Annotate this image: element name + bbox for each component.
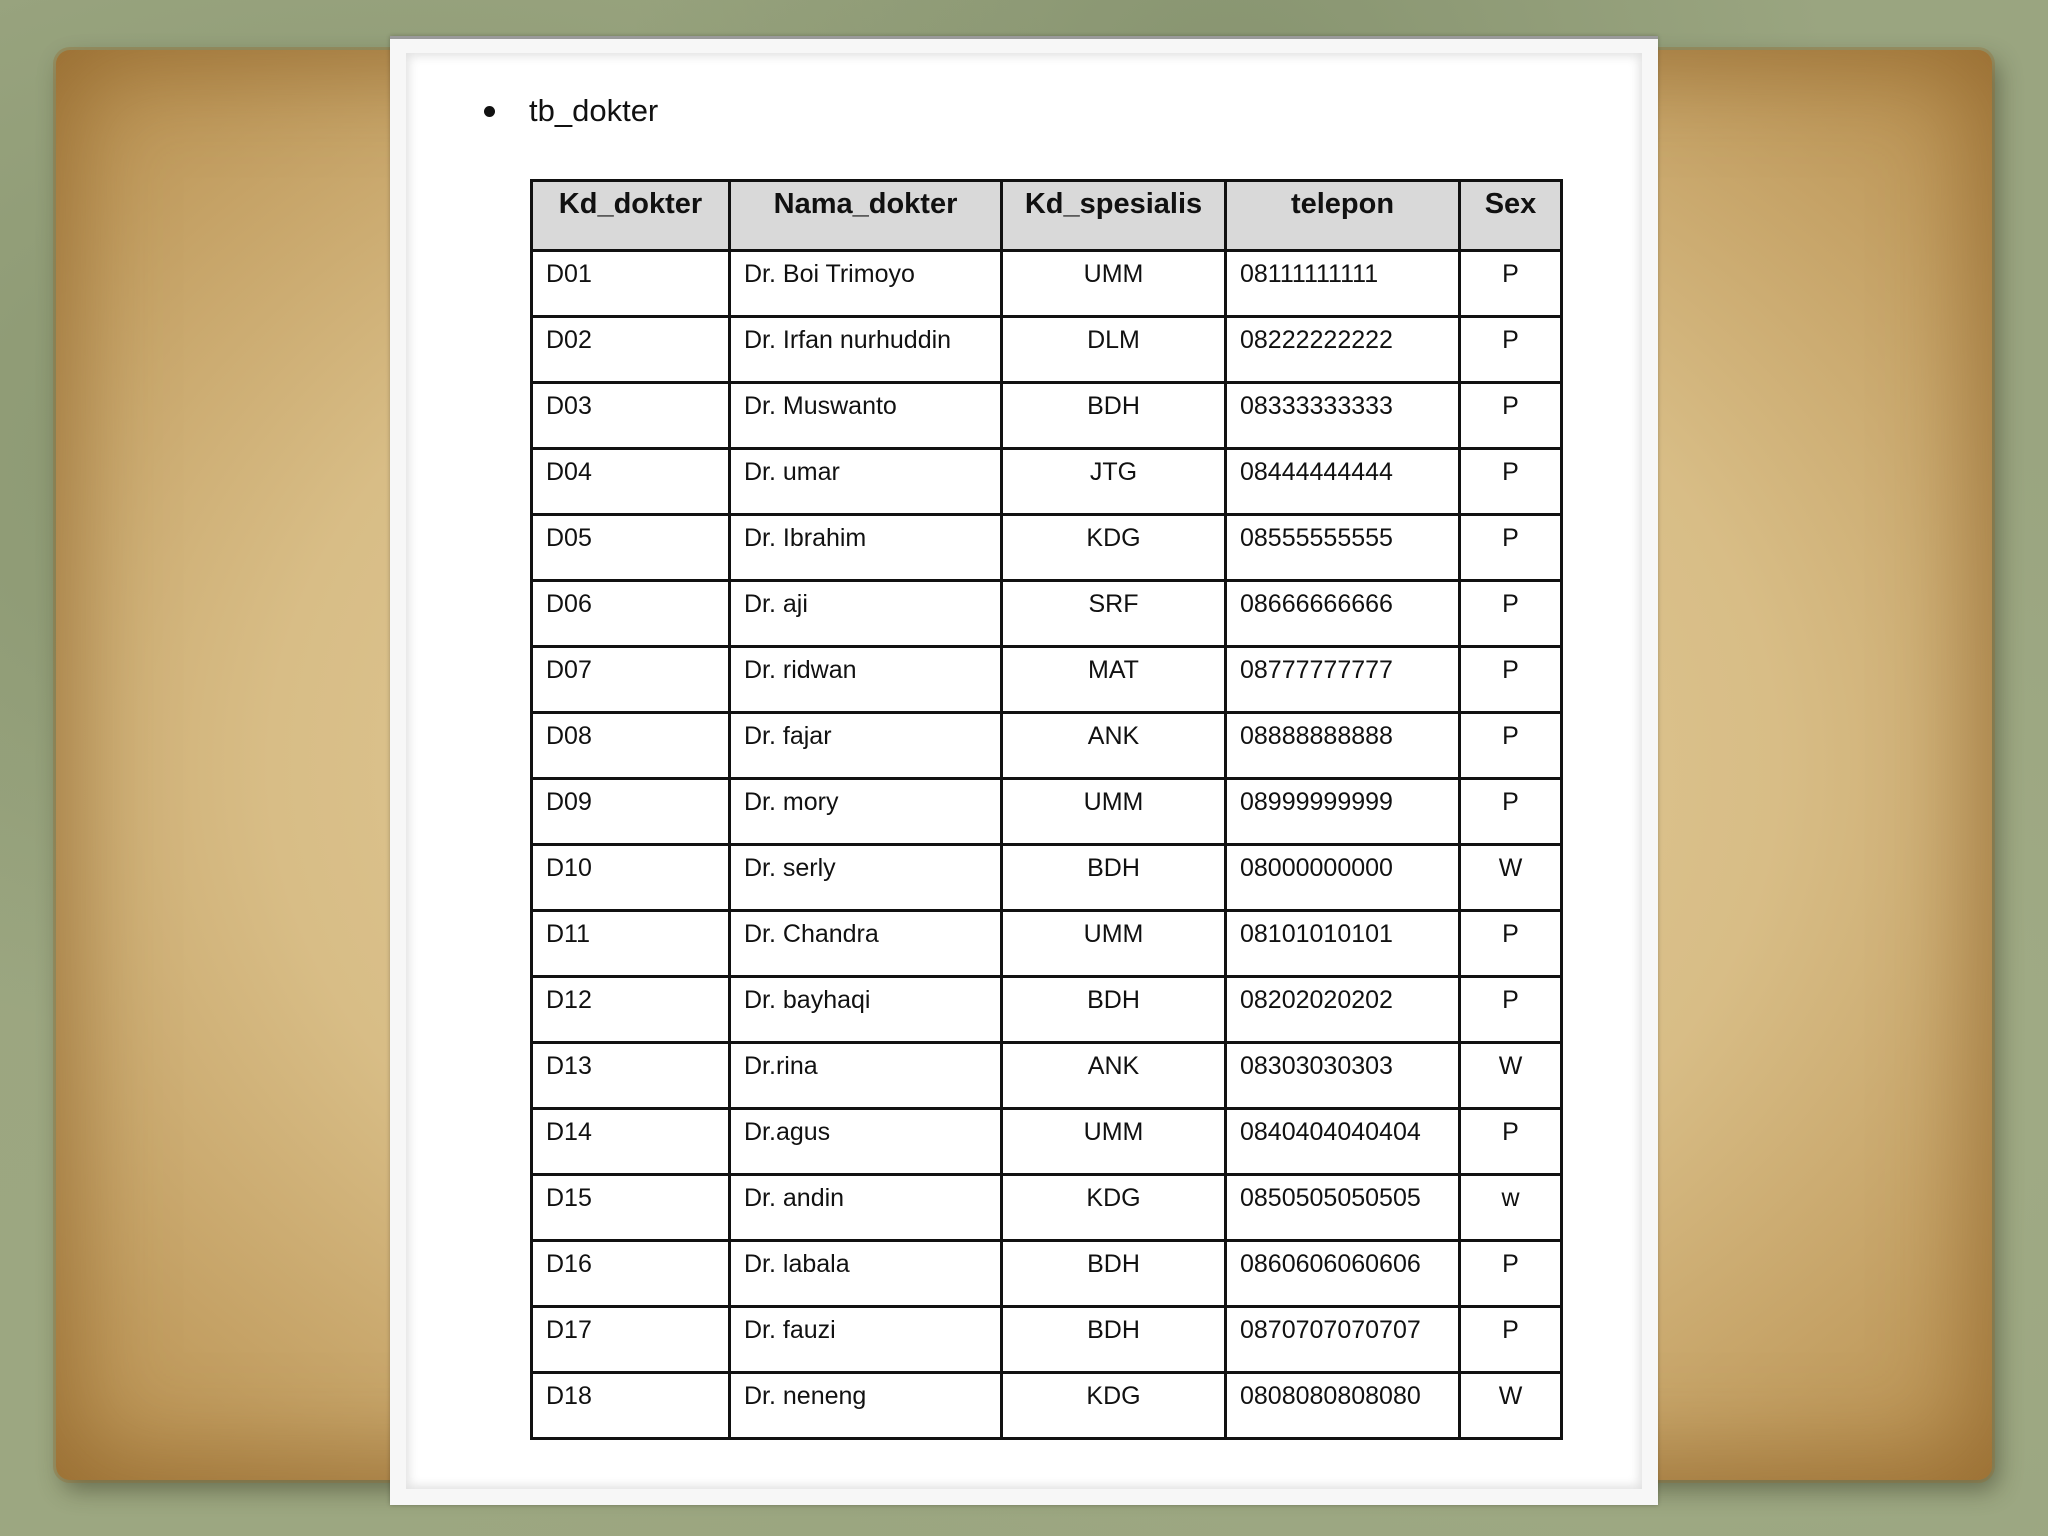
table-row [532, 713, 1562, 779]
telepon-cell: 08444444444 [1226, 449, 1460, 515]
kd-dokter-cell: D16 [532, 1241, 730, 1307]
column-header-sex: Sex [1460, 181, 1562, 251]
nama-dokter-cell: Dr.rina [730, 1043, 1002, 1109]
table-row [532, 1043, 1562, 1109]
table-row [532, 647, 1562, 713]
column-header-kd-spesialis: Kd_spesialis [1002, 181, 1226, 251]
kd-dokter-cell: D04 [532, 449, 730, 515]
kd-spesialis-cell: JTG [1002, 449, 1226, 515]
table-heading-label: tb_dokter [529, 93, 659, 128]
kd-dokter-cell: D06 [532, 581, 730, 647]
nama-dokter-cell: Dr. andin [730, 1175, 1002, 1241]
kd-dokter-cell: D18 [532, 1373, 730, 1439]
sex-cell: P [1460, 251, 1562, 317]
kd-spesialis-cell: SRF [1002, 581, 1226, 647]
kd-dokter-cell: D07 [532, 647, 730, 713]
kd-dokter-cell: D09 [532, 779, 730, 845]
nama-dokter-cell: Dr. Chandra [730, 911, 1002, 977]
telepon-cell: 08555555555 [1226, 515, 1460, 581]
table-row [532, 779, 1562, 845]
kd-dokter-cell: D01 [532, 251, 730, 317]
telepon-cell: 08101010101 [1226, 911, 1460, 977]
kd-spesialis-cell: ANK [1002, 1043, 1226, 1109]
nama-dokter-cell: Dr. ridwan [730, 647, 1002, 713]
telepon-cell: 08777777777 [1226, 647, 1460, 713]
nama-dokter-cell: Dr. Boi Trimoyo [730, 251, 1002, 317]
bullet-icon [484, 106, 495, 117]
telepon-cell: 08888888888 [1226, 713, 1460, 779]
kd-dokter-cell: D08 [532, 713, 730, 779]
telepon-cell: 08303030303 [1226, 1043, 1460, 1109]
table-row [532, 1373, 1562, 1439]
kd-spesialis-cell: UMM [1002, 251, 1226, 317]
sex-cell: P [1460, 515, 1562, 581]
nama-dokter-cell: Dr.agus [730, 1109, 1002, 1175]
kd-dokter-cell: D11 [532, 911, 730, 977]
document-page [406, 53, 1642, 1489]
telepon-cell: 08202020202 [1226, 977, 1460, 1043]
sex-cell: W [1460, 1373, 1562, 1439]
sex-cell: P [1460, 1109, 1562, 1175]
nama-dokter-cell: Dr. neneng [730, 1373, 1002, 1439]
document-image [390, 36, 1658, 1505]
sex-cell: P [1460, 383, 1562, 449]
table-heading [484, 91, 658, 131]
kd-dokter-cell: D05 [532, 515, 730, 581]
table-row [532, 251, 1562, 317]
nama-dokter-cell: Dr. Irfan nurhuddin [730, 317, 1002, 383]
kd-spesialis-cell: ANK [1002, 713, 1226, 779]
table-row [532, 1241, 1562, 1307]
sex-cell: P [1460, 317, 1562, 383]
nama-dokter-cell: Dr. aji [730, 581, 1002, 647]
column-header-nama-dokter: Nama_dokter [730, 181, 1002, 251]
nama-dokter-cell: Dr. bayhaqi [730, 977, 1002, 1043]
nama-dokter-cell: Dr. mory [730, 779, 1002, 845]
kd-dokter-cell: D03 [532, 383, 730, 449]
table-row [532, 1175, 1562, 1241]
kd-spesialis-cell: BDH [1002, 1241, 1226, 1307]
kd-spesialis-cell: KDG [1002, 1373, 1226, 1439]
nama-dokter-cell: Dr. umar [730, 449, 1002, 515]
kd-spesialis-cell: BDH [1002, 383, 1226, 449]
nama-dokter-cell: Dr. fajar [730, 713, 1002, 779]
table-row [532, 449, 1562, 515]
sex-cell: P [1460, 1241, 1562, 1307]
kd-spesialis-cell: BDH [1002, 845, 1226, 911]
kd-dokter-cell: D13 [532, 1043, 730, 1109]
table-body [532, 251, 1562, 1439]
kd-dokter-cell: D12 [532, 977, 730, 1043]
sex-cell: P [1460, 1307, 1562, 1373]
table-row [532, 1109, 1562, 1175]
telepon-cell: 0870707070707 [1226, 1307, 1460, 1373]
telepon-cell: 08111111111 [1226, 251, 1460, 317]
table-row [532, 515, 1562, 581]
kd-spesialis-cell: KDG [1002, 515, 1226, 581]
sex-cell: P [1460, 647, 1562, 713]
kd-spesialis-cell: UMM [1002, 1109, 1226, 1175]
telepon-cell: 0850505050505 [1226, 1175, 1460, 1241]
sex-cell: w [1460, 1175, 1562, 1241]
kd-spesialis-cell: UMM [1002, 779, 1226, 845]
sex-cell: P [1460, 911, 1562, 977]
sex-cell: P [1460, 449, 1562, 515]
nama-dokter-cell: Dr. labala [730, 1241, 1002, 1307]
kd-dokter-cell: D15 [532, 1175, 730, 1241]
kd-spesialis-cell: MAT [1002, 647, 1226, 713]
telepon-cell: 08000000000 [1226, 845, 1460, 911]
telepon-cell: 0860606060606 [1226, 1241, 1460, 1307]
column-header-telepon: telepon [1226, 181, 1460, 251]
dokter-table [530, 179, 1563, 1440]
nama-dokter-cell: Dr. serly [730, 845, 1002, 911]
sex-cell: P [1460, 977, 1562, 1043]
table-row [532, 581, 1562, 647]
table-row [532, 1307, 1562, 1373]
telepon-cell: 08666666666 [1226, 581, 1460, 647]
sex-cell: W [1460, 845, 1562, 911]
telepon-cell: 08222222222 [1226, 317, 1460, 383]
nama-dokter-cell: Dr. Muswanto [730, 383, 1002, 449]
nama-dokter-cell: Dr. Ibrahim [730, 515, 1002, 581]
column-header-kd-dokter: Kd_dokter [532, 181, 730, 251]
sex-cell: P [1460, 779, 1562, 845]
kd-dokter-cell: D10 [532, 845, 730, 911]
table-row [532, 845, 1562, 911]
nama-dokter-cell: Dr. fauzi [730, 1307, 1002, 1373]
kd-dokter-cell: D17 [532, 1307, 730, 1373]
kd-spesialis-cell: BDH [1002, 1307, 1226, 1373]
kd-dokter-cell: D02 [532, 317, 730, 383]
sex-cell: P [1460, 713, 1562, 779]
kd-spesialis-cell: BDH [1002, 977, 1226, 1043]
table-header-row [532, 181, 1562, 251]
telepon-cell: 0840404040404 [1226, 1109, 1460, 1175]
telepon-cell: 08999999999 [1226, 779, 1460, 845]
kd-dokter-cell: D14 [532, 1109, 730, 1175]
telepon-cell: 0808080808080 [1226, 1373, 1460, 1439]
table-row [532, 383, 1562, 449]
table-row [532, 911, 1562, 977]
kd-spesialis-cell: UMM [1002, 911, 1226, 977]
sex-cell: P [1460, 581, 1562, 647]
telepon-cell: 08333333333 [1226, 383, 1460, 449]
kd-spesialis-cell: KDG [1002, 1175, 1226, 1241]
kd-spesialis-cell: DLM [1002, 317, 1226, 383]
sex-cell: W [1460, 1043, 1562, 1109]
table-row [532, 977, 1562, 1043]
table-row [532, 317, 1562, 383]
